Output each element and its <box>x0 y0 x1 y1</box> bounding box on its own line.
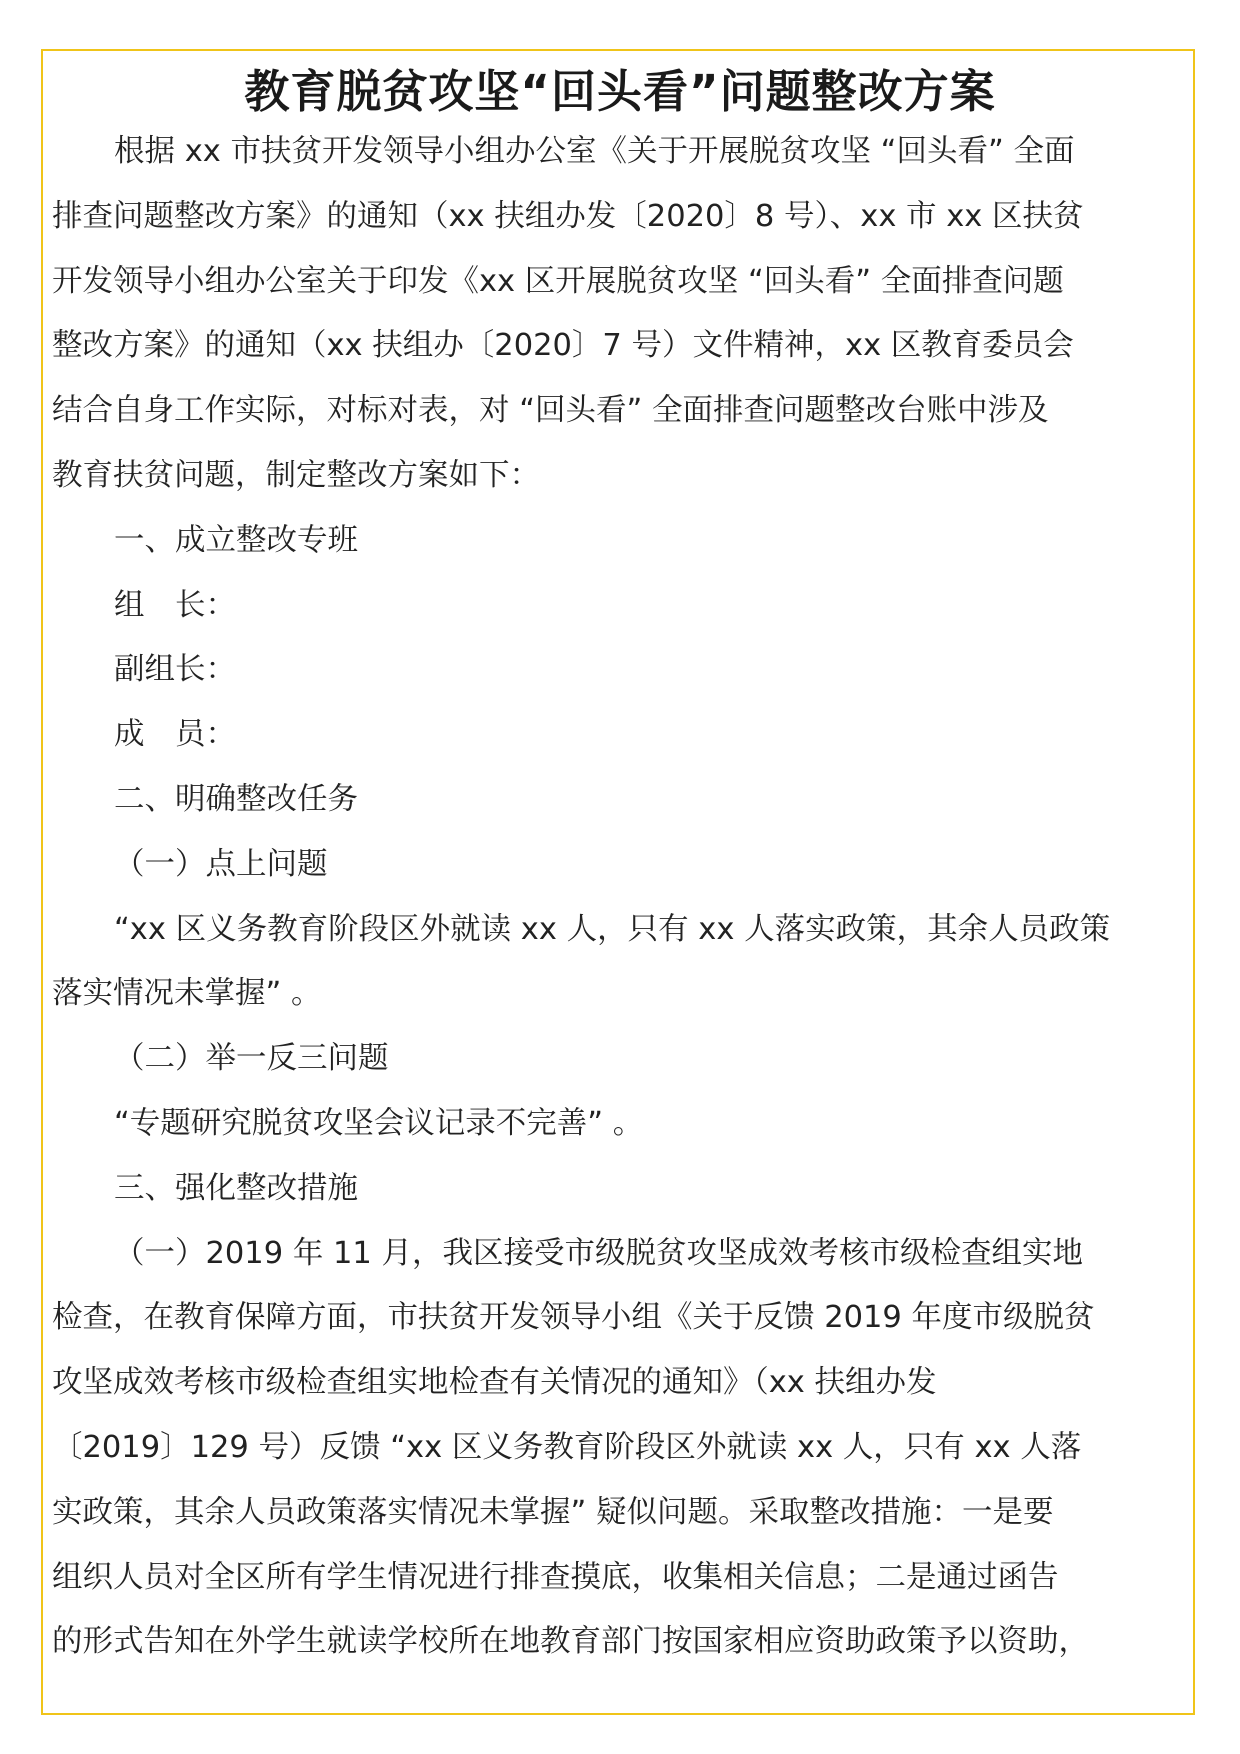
subsection-heading: （二）举一反三问题 <box>114 1041 389 1077</box>
paragraph-line: 实政策，其余人员政策落实情况未掌握” 疑似问题。采取整改措施：一是要 <box>52 1494 1054 1530</box>
paragraph-line: 整改方案》的通知（xx 扶组办〔2020〕7 号）文件精神，xx 区教育委员会 <box>52 328 1074 364</box>
paragraph-line: 教育扶贫问题，制定整改方案如下： <box>52 457 540 493</box>
paragraph-line: “xx 区义务教育阶段区外就读 xx 人，只有 xx 人落实政策，其余人员政策 <box>114 911 1111 947</box>
document-title: 教育脱贫攻坚“回头看”问题整改方案 <box>244 65 996 118</box>
paragraph-line: 结合自身工作实际，对标对表，对 “回头看” 全面排查问题整改台账中涉及 <box>52 393 1049 429</box>
paragraph-line: （一）2019 年 11 月，我区接受市级脱贫攻坚成效考核市级检查组实地 <box>114 1235 1084 1271</box>
paragraph-line: 开发领导小组办公室关于印发《xx 区开展脱贫攻坚 “回头看” 全面排查问题 <box>52 263 1064 299</box>
paragraph-line: 的形式告知在外学生就读学校所在地教育部门按国家相应资助政策予以资助， <box>52 1624 1089 1660</box>
section-heading: 二、明确整改任务 <box>114 781 358 817</box>
paragraph-line: “专题研究脱贫攻坚会议记录不完善” 。 <box>114 1105 644 1141</box>
paragraph-line: 检查，在教育保障方面，市扶贫开发领导小组《关于反馈 2019 年度市级脱贫 <box>52 1300 1095 1336</box>
field-label: 副组长： <box>114 652 236 688</box>
paragraph-line: 组织人员对全区所有学生情况进行排查摸底，收集相关信息；二是通过函告 <box>52 1559 1059 1595</box>
document-body <box>52 120 1192 1675</box>
paragraph-line: 攻坚成效考核市级检查组实地检查有关情况的通知》（xx 扶组办发 <box>52 1365 937 1401</box>
section-heading: 一、成立整改专班 <box>114 522 358 558</box>
paragraph-line: 排查问题整改方案》的通知（xx 扶组办发〔2020〕8 号）、xx 市 xx 区扶贫 <box>52 198 1084 234</box>
field-label: 组 长： <box>114 587 236 623</box>
paragraph-line: 落实情况未掌握” 。 <box>52 976 322 1012</box>
paragraph-line: 〔2019〕129 号）反馈 “xx 区义务教育阶段区外就读 xx 人，只有 xx 人落 <box>52 1429 1082 1465</box>
section-heading: 三、强化整改措施 <box>114 1170 358 1206</box>
subsection-heading: （一）点上问题 <box>114 846 328 882</box>
field-label: 成 员： <box>114 717 236 753</box>
paragraph-line: 根据 xx 市扶贫开发领导小组办公室《关于开展脱贫攻坚 “回头看” 全面 <box>114 134 1075 169</box>
